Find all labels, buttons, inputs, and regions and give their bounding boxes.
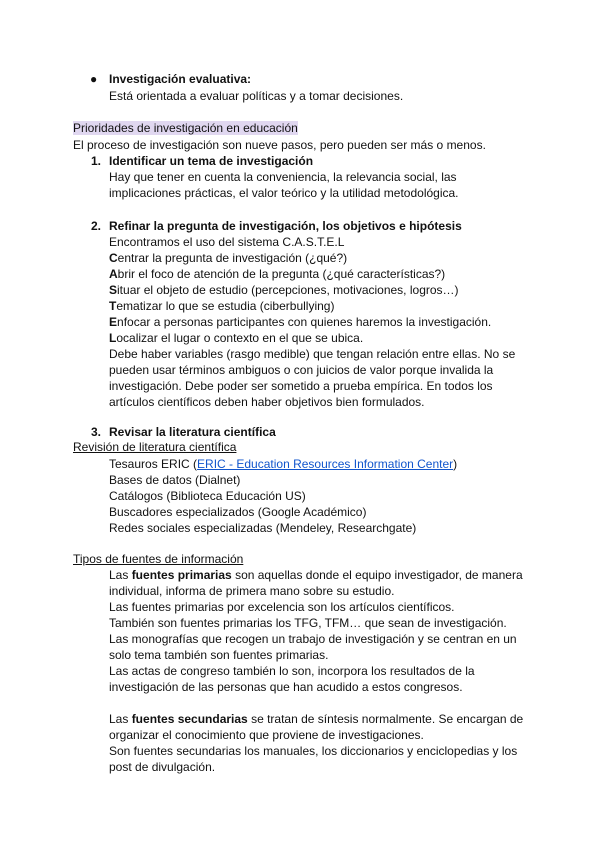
castel-letter: T	[109, 299, 117, 313]
castel-text: nfocar a personas participantes con quienes haremos la investigación.	[117, 315, 492, 329]
castel-letter: L	[109, 331, 117, 345]
primarias-line: Las monografías que recogen un trabajo de investigación y se centran en un	[109, 632, 517, 646]
castel-letter: C	[109, 251, 118, 265]
step2-intro: Encontramos el uso del sistema C.A.S.T.E.L	[109, 235, 345, 249]
step2-number: 2.	[91, 219, 102, 233]
secundarias-suffix: se tratan de síntesis normalmente. Se encargan de	[247, 712, 524, 726]
step1-line: implicaciones prácticas, el valor teórico y la utilidad metodológica.	[109, 186, 459, 200]
bullet-marker: ●	[90, 72, 98, 86]
secundarias-bold: fuentes secundarias	[131, 712, 248, 726]
step3-title-text: Revisar la literatura científica	[109, 425, 276, 439]
step2-paragraph-line: Debe haber variables (rasgo medible) que tengan relación entre ellas. No se	[109, 347, 516, 361]
castel-text: ocalizar el lugar o contexto en el que se ubica.	[116, 331, 364, 345]
step3-subheading-text: Revisión de literatura científica	[73, 440, 237, 454]
primarias-line: Las fuentes primarias por excelencia son los artículos científicos.	[109, 600, 455, 614]
primarias-bold: fuentes primarias	[131, 568, 232, 582]
castel-item	[109, 298, 334, 314]
step1-title-text: Identificar un tema de investigación	[109, 154, 314, 168]
primarias-prefix: Las	[109, 568, 132, 582]
step2-title-text: Refinar la pregunta de investigación, los objetivos e hipótesis	[109, 219, 462, 233]
primarias-line: Las actas de congreso también lo son, incorpora los resultados de la	[109, 664, 475, 678]
bullet-title	[109, 71, 251, 87]
eric-line	[109, 456, 457, 472]
castel-text: ematizar lo que se estudia (ciberbullying)	[116, 299, 335, 313]
castel-letter: E	[109, 315, 118, 329]
eric-link[interactable]: ERIC - Education Resources Information Center	[197, 457, 454, 471]
step3-title	[109, 424, 276, 440]
resource-item: Redes sociales especializadas (Mendeley, Researchgate)	[109, 521, 417, 535]
step3-number: 3.	[91, 425, 102, 439]
castel-item	[109, 330, 363, 346]
secundarias-line: Son fuentes secundarias los manuales, los diccionarios y enciclopedias y los	[109, 744, 518, 758]
castel-item	[109, 266, 445, 282]
bullet-description: Está orientada a evaluar políticas y a tomar decisiones.	[109, 89, 404, 103]
step2-paragraph-line: artículos científicos deben haber objetivos bien formulados.	[109, 395, 425, 409]
castel-item	[109, 250, 347, 266]
castel-item	[109, 282, 459, 298]
primarias-first-line	[109, 567, 523, 583]
primarias-line: investigación de las personas que han acudido a estos congresos.	[109, 680, 463, 694]
eric-prefix: Tesauros ERIC (	[109, 457, 198, 471]
resource-item: Buscadores especializados (Google Académico)	[109, 505, 367, 519]
castel-letter: S	[109, 283, 118, 297]
eric-suffix: )	[453, 457, 458, 471]
step2-paragraph-line: pueden usar términos ambiguos o con juicios de valor porque invalida la	[109, 363, 494, 377]
castel-text: brir el foco de atención de la pregunta (¿qué características?)	[117, 267, 446, 281]
step1-line: Hay que tener en cuenta la conveniencia, la relevancia social, las	[109, 170, 457, 184]
section-heading	[73, 120, 298, 136]
section-heading-text: Prioridades de investigación en educación	[73, 121, 298, 135]
step2-title	[109, 218, 462, 234]
primarias-line: solo tema también son fuentes primarias.	[109, 648, 329, 662]
resource-item: Bases de datos (Dialnet)	[109, 473, 241, 487]
castel-letter: A	[109, 267, 118, 281]
step3-subheading	[73, 439, 236, 455]
step2-paragraph-line: investigación. Debe poder ser sometido a prueba empírica. En todos los	[109, 379, 493, 393]
secundarias-prefix: Las	[109, 712, 132, 726]
secundarias-line: post de divulgación.	[109, 760, 216, 774]
primarias-line: individual, informa de primera mano sobre su estudio.	[109, 584, 395, 598]
primarias-suffix: son aquellas donde el equipo investigador, de manera	[231, 568, 523, 582]
fuentes-heading-text: Tipos de fuentes de información	[73, 552, 244, 566]
castel-text: ituar el objeto de estudio (percepciones, motivaciones, logros…)	[117, 283, 459, 297]
step1-number: 1.	[91, 154, 102, 168]
bullet-title-text: Investigación evaluativa:	[109, 72, 252, 86]
castel-item	[109, 314, 491, 330]
secundarias-first-line	[109, 711, 523, 727]
castel-text: entrar la pregunta de investigación (¿qué?)	[117, 251, 348, 265]
fuentes-heading	[73, 551, 243, 567]
section-intro: El proceso de investigación son nueve pasos, pero pueden ser más o menos.	[73, 138, 486, 152]
primarias-line: También son fuentes primarias los TFG, TFM… que sean de investigación.	[109, 616, 507, 630]
resource-item: Catálogos (Biblioteca Educación US)	[109, 489, 306, 503]
step1-title	[109, 153, 313, 169]
secundarias-line: organizar el conocimiento que proviene de investigaciones.	[109, 728, 424, 742]
